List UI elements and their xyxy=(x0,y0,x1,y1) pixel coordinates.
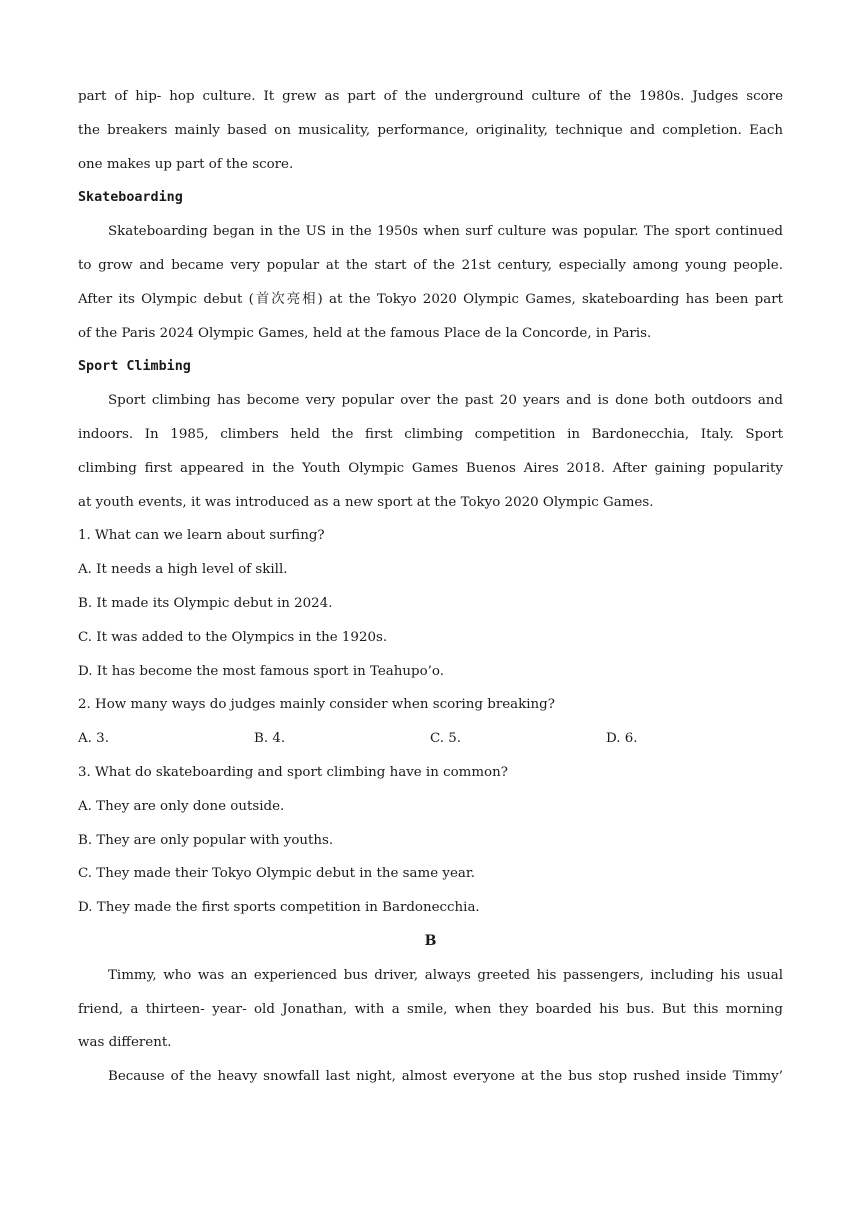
option-c: C. It was added to the Olympics in the 1920s. xyxy=(78,629,388,645)
section-b-paragraph-2 xyxy=(78,1060,783,1094)
section-b-heading: B xyxy=(424,932,437,949)
text-line: one makes up part of the score. xyxy=(78,156,294,172)
text-line: to grow and became very popular at the start of the 21st century, especially among young people. xyxy=(78,257,783,273)
text-line: Timmy, who was an experienced bus driver, always greeted his passengers, including his usual xyxy=(108,967,783,983)
option-d: D. 6. xyxy=(606,731,638,747)
text-line: was different. xyxy=(78,1035,172,1051)
text-line: Because of the heavy snowfall last night, almost everyone at the bus stop rushed inside Timmy’ xyxy=(108,1069,783,1085)
option-b: B. They are only popular with youths. xyxy=(78,832,334,848)
section-heading-sport-climbing: Sport Climbing xyxy=(78,359,191,375)
text-line: friend, a thirteen- year- old Jonathan, with a smile, when they boarded his bus. But this morning xyxy=(78,1001,783,1017)
question-stem: 1. What can we learn about surfing? xyxy=(78,528,325,544)
text-line: of the Paris 2024 Olympic Games, held at the famous Place de la Concorde, in Paris. xyxy=(78,325,652,341)
text-line: the breakers mainly based on musicality, performance, originality, technique and completion. Each xyxy=(78,122,783,138)
question-2 xyxy=(78,688,783,756)
option-d: D. They made the first sports competition in Bardonecchia. xyxy=(78,900,480,916)
text-line: Skateboarding began in the US in the 1950s when surf culture was popular. The sport continued xyxy=(108,224,783,240)
question-1 xyxy=(78,519,783,688)
section-b-paragraph-1 xyxy=(78,959,783,1060)
text-line: After its Olympic debut (首次亮相) at the Tokyo 2020 Olympic Games, skateboarding has been part xyxy=(78,291,783,307)
text-line: Sport climbing has become very popular over the past 20 years and is done both outdoors and xyxy=(108,393,783,409)
text-line: at youth events, it was introduced as a new sport at the Tokyo 2020 Olympic Games. xyxy=(78,494,654,510)
sport-climbing-paragraph xyxy=(78,384,783,519)
question-stem: 3. What do skateboarding and sport climbing have in common? xyxy=(78,764,508,780)
question-3 xyxy=(78,756,783,925)
text-line: climbing first appeared in the Youth Olympic Games Buenos Aires 2018. After gaining popularity xyxy=(78,460,783,476)
question-stem: 2. How many ways do judges mainly consider when scoring breaking? xyxy=(78,697,555,713)
section-heading-skateboarding: Skateboarding xyxy=(78,190,183,206)
option-a: A. They are only done outside. xyxy=(78,798,285,814)
option-c: C. 5. xyxy=(430,731,462,747)
text-line: indoors. In 1985, climbers held the first climbing competition in Bardonecchia, Italy. Sport xyxy=(78,426,783,442)
option-a: A. It needs a high level of skill. xyxy=(78,562,288,578)
options-row xyxy=(78,722,783,756)
option-b: B. 4. xyxy=(254,731,286,747)
skateboarding-paragraph xyxy=(78,215,783,350)
text-line: part of hip- hop culture. It grew as part of the underground culture of the 1980s. Judges score xyxy=(78,89,783,104)
option-b: B. It made its Olympic debut in 2024. xyxy=(78,595,333,611)
option-a: A. 3. xyxy=(78,731,109,747)
option-d: D. It has become the most famous sport in Teahupo’o. xyxy=(78,663,445,679)
document-page xyxy=(78,80,783,1094)
breaking-paragraph xyxy=(78,80,783,181)
option-c: C. They made their Tokyo Olympic debut in the same year. xyxy=(78,866,476,882)
